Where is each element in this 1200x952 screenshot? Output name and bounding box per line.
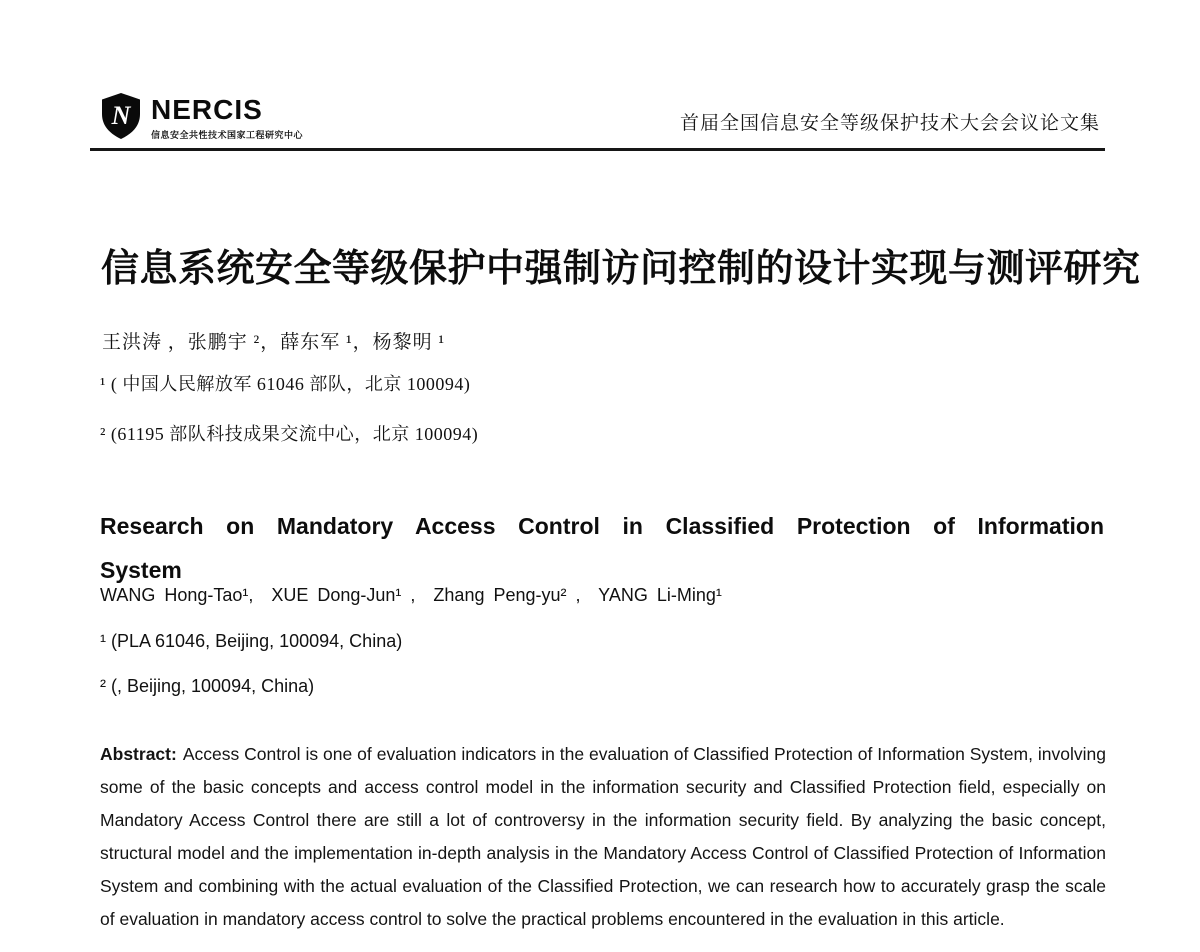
nercis-tagline: 信息安全共性技术国家工程研究中心 [151,130,304,140]
article-title-en-line2: System [100,557,182,584]
nercis-shield-icon [100,92,142,140]
nercis-logo-text [151,92,303,141]
authors-zh: 王洪涛 ，张鹏宇 ²，薛东军 ¹，杨黎明 ¹ [102,332,446,353]
article-title-en-line1: Research on Mandatory Access Control in Classified Protection of Information [100,513,1104,540]
authors-en: WANG Hong-Tao¹, XUE Dong-Jun¹ , Zhang Peng-yu² , YANG Li-Ming¹ [100,585,722,605]
nercis-logo [100,92,303,141]
abstract-paragraph [100,738,1106,936]
proceedings-title: 首届全国信息安全等级保护技术大会会议论文集 [679,113,1100,134]
affiliation-zh-2: ² (61195 部队科技成果交流中心，北京 100094) [100,424,479,444]
affiliation-en-1: ¹ (PLA 61046, Beijing, 100094, China) [100,631,403,651]
svg-text:N: N [111,101,131,130]
nercis-wordmark: NERCIS [151,94,263,125]
abstract-text: Access Control is one of evaluation indicators in the evaluation of Classified Protection of Information System, involving some of the basic concepts and access control model in the information security and Classified Protection field, especially on Mandatory Access Control there are still a lot of controversy in the information security field. By analyzing the basic concept, structural model and the implementation in-depth analysis in the Mandatory Access Control of Classified Protection of Information System and combining with the actual evaluation of the Classified Protection, we can research how to accurately grasp the scale of evaluation in mandatory access control to solve the practical problems encountered in the evaluation in this article. [100,743,1106,929]
affiliation-zh-1: ¹ ( 中国人民解放军 61046 部队，北京 100094) [100,374,471,394]
article-title-en [100,504,1104,592]
header-rule [90,148,1105,151]
affiliation-en-2: ² (, Beijing, 100094, China) [100,676,315,696]
article-title-zh: 信息系统安全等级保护中强制访问控制的设计实现与测评研究 [101,248,1141,291]
abstract-label: Abstract: [100,743,177,764]
